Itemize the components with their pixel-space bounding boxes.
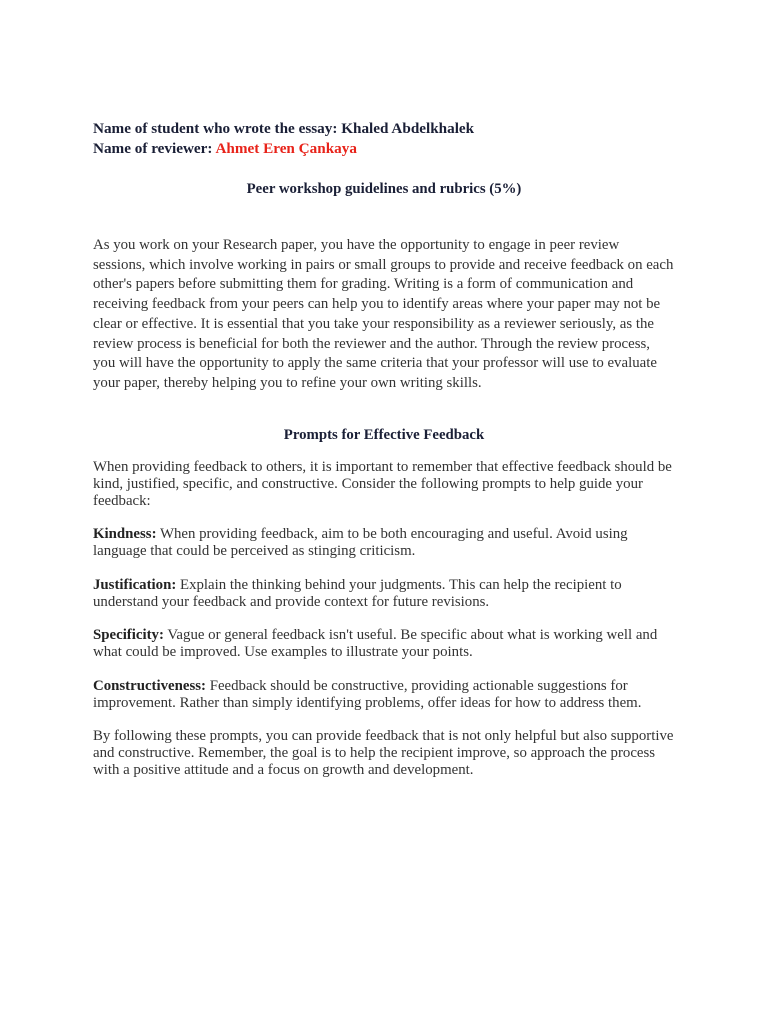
prompt-text: Feedback should be constructive, providing actionable suggestions for improvement. Rather than simply identifying problems, offer ideas for how to address them. bbox=[93, 677, 642, 711]
prompt-text: Explain the thinking behind your judgments. This can help the recipient to understand your feedback and provide context for future revisions. bbox=[93, 576, 622, 610]
prompt-item-justification bbox=[93, 577, 675, 611]
prompt-term: Specificity: bbox=[93, 627, 164, 644]
prompt-text: When providing feedback, aim to be both encouraging and useful. Avoid using language that could be perceived as stinging criticism. bbox=[93, 526, 628, 560]
guidelines-title: Peer workshop guidelines and rubrics (5%) bbox=[246, 181, 522, 197]
prompts-lead: When providing feedback to others, it is important to remember that effective feedback should be kind, justified, specific, and constructive. Consider the following prompts to help guide your feedback: bbox=[93, 458, 672, 509]
student-label: Name of student who wrote the essay: bbox=[93, 120, 338, 137]
prompt-item-specificity bbox=[93, 627, 675, 661]
prompt-term: Constructiveness: bbox=[93, 677, 206, 694]
prompt-item-constructiveness bbox=[93, 678, 675, 712]
prompt-term: Kindness: bbox=[93, 526, 157, 543]
prompts-title: Prompts for Effective Feedback bbox=[283, 426, 485, 443]
guidelines-intro: As you work on your Research paper, you have the opportunity to engage in peer review sessions, which involve working in pairs or small groups to provide and receive feedback on each other's papers before submitting them for grading. Writing is a form of communication and receiving feedback from your peers can help you to identify areas where your paper may not be clear or effective. It is essential that you take your responsibility as a reviewer seriously, as the review process is beneficial for both the reviewer and the author. Through the review process, you will have the opportunity to apply the same criteria that your professor will use to evaluate your paper, thereby helping you to refine your own writing skills. bbox=[93, 237, 674, 391]
reviewer-name: Ahmet Eren Çankaya bbox=[215, 140, 357, 157]
student-line bbox=[93, 119, 675, 139]
prompt-term: Justification: bbox=[93, 576, 177, 593]
reviewer-line bbox=[93, 139, 675, 159]
prompt-item-kindness bbox=[93, 526, 675, 560]
prompts-closing: By following these prompts, you can provide feedback that is not only helpful but also supportive and constructive. Remember, the goal is to help the recipient improve, so approach the process with a positive attitude and a focus on growth and development. bbox=[93, 728, 674, 779]
prompt-text: Vague or general feedback isn't useful. Be specific about what is working well and what could be improved. Use examples to illustrate your points. bbox=[93, 627, 658, 661]
student-name: Khaled Abdelkhalek bbox=[341, 120, 475, 137]
reviewer-label: Name of reviewer: bbox=[93, 140, 213, 157]
